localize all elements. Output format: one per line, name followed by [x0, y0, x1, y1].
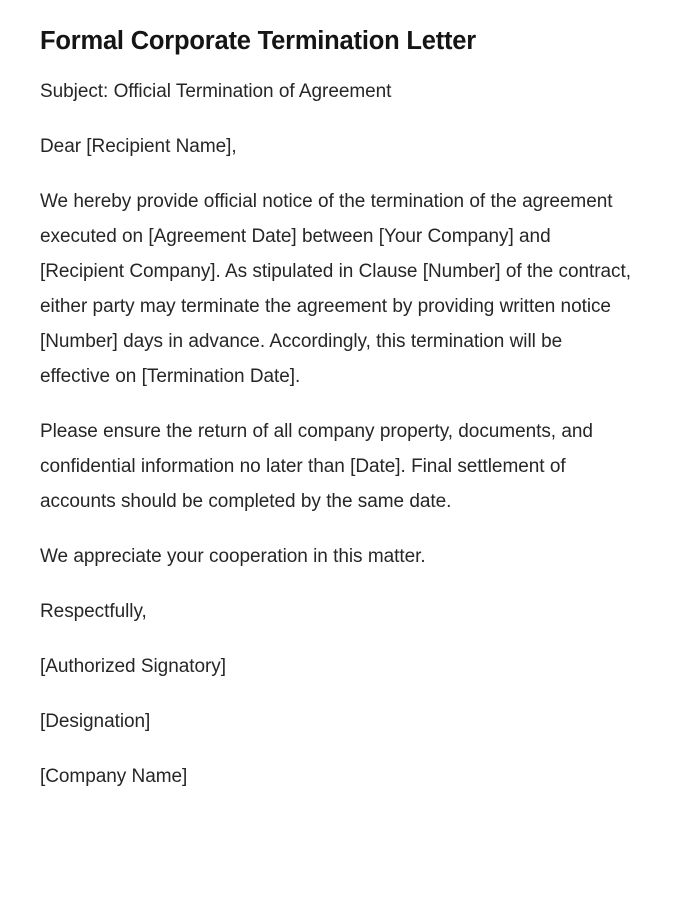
letter-body: [40, 74, 638, 794]
closing-line: Respectfully,: [40, 601, 147, 622]
appreciation-line: We appreciate your cooperation in this matter.: [40, 546, 426, 567]
company-name-line: [Company Name]: [40, 766, 188, 787]
page-title: Formal Corporate Termination Letter: [40, 27, 477, 55]
notice-paragraph: We hereby provide official notice of the termination of the agreement executed on [Agreement Date] between [Your Company] and [Recipient Company]. As stipulated in Clause [Number] of the contract, either party may terminate the agreement by providing written notice [Number] days in advance. Accordingly, this termination will be effective on [Termination Date].: [40, 191, 631, 387]
property-return-paragraph: Please ensure the return of all company property, documents, and confidential information no later than [Date]. Final settlement of accounts should be completed by the same date.: [40, 421, 593, 512]
signatory-line: [Authorized Signatory]: [40, 656, 226, 677]
designation-line: [Designation]: [40, 711, 151, 732]
subject-line: Subject: Official Termination of Agreement: [40, 81, 392, 102]
salutation: Dear [Recipient Name],: [40, 136, 237, 157]
